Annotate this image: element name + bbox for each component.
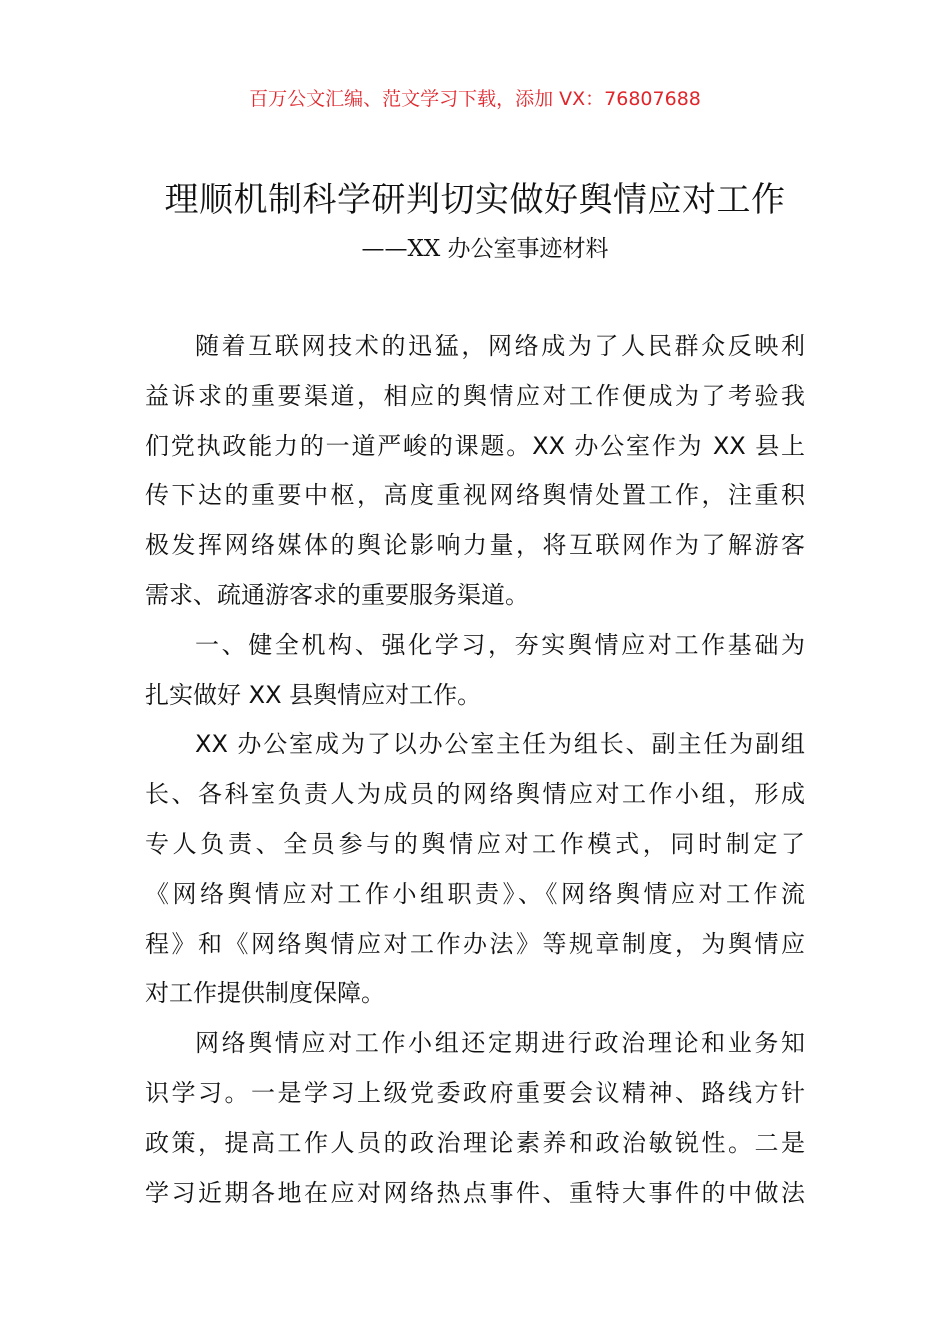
- body-line: 专人负责、全员参与的舆情应对工作模式，同时制定了: [145, 829, 805, 858]
- body-line: 对工作提供制度保障。: [145, 979, 385, 1008]
- body-line: 扎实做好 XX 县舆情应对工作。: [145, 680, 482, 709]
- body-line: 程》和《网络舆情应对工作办法》等规章制度，为舆情应: [145, 929, 805, 958]
- body-line: 《网络舆情应对工作小组职责》、《网络舆情应对工作流: [145, 879, 805, 908]
- watermark-text: 百万公文汇编、范文学习下载，添加 VX：76807688: [249, 88, 701, 110]
- document-title: 理顺机制科学研判切实做好舆情应对工作: [164, 180, 786, 220]
- body-line: 益诉求的重要渠道，相应的舆情应对工作便成为了考验我: [145, 381, 805, 410]
- document-subtitle: ——XX 办公室事迹材料: [361, 236, 609, 262]
- document-body: [145, 328, 805, 1224]
- body-line: 们党执政能力的一道严峻的课题。XX 办公室作为 XX 县上: [145, 431, 805, 460]
- body-line: 极发挥网络媒体的舆论影响力量，将互联网作为了解游客: [145, 531, 805, 560]
- body-line: XX 办公室成为了以办公室主任为组长、副主任为副组: [195, 730, 805, 759]
- body-line: 网络舆情应对工作小组还定期进行政治理论和业务知: [195, 1029, 805, 1058]
- body-line: 长、各科室负责人为成员的网络舆情应对工作小组，形成: [145, 780, 805, 809]
- body-line: 学习近期各地在应对网络热点事件、重特大事件的中做法: [145, 1178, 805, 1207]
- body-line: 一、健全机构、强化学习，夯实舆情应对工作基础为: [195, 630, 805, 659]
- body-line: 随着互联网技术的迅猛，网络成为了人民群众反映利: [195, 332, 805, 360]
- body-line: 政策，提高工作人员的政治理论素养和政治敏锐性。二是: [145, 1128, 805, 1157]
- body-line: 识学习。一是学习上级党委政府重要会议精神、路线方针: [145, 1078, 805, 1107]
- body-line: 传下达的重要中枢，高度重视网络舆情处置工作，注重积: [145, 481, 805, 510]
- body-line: 需求、疏通游客求的重要服务渠道。: [145, 580, 529, 609]
